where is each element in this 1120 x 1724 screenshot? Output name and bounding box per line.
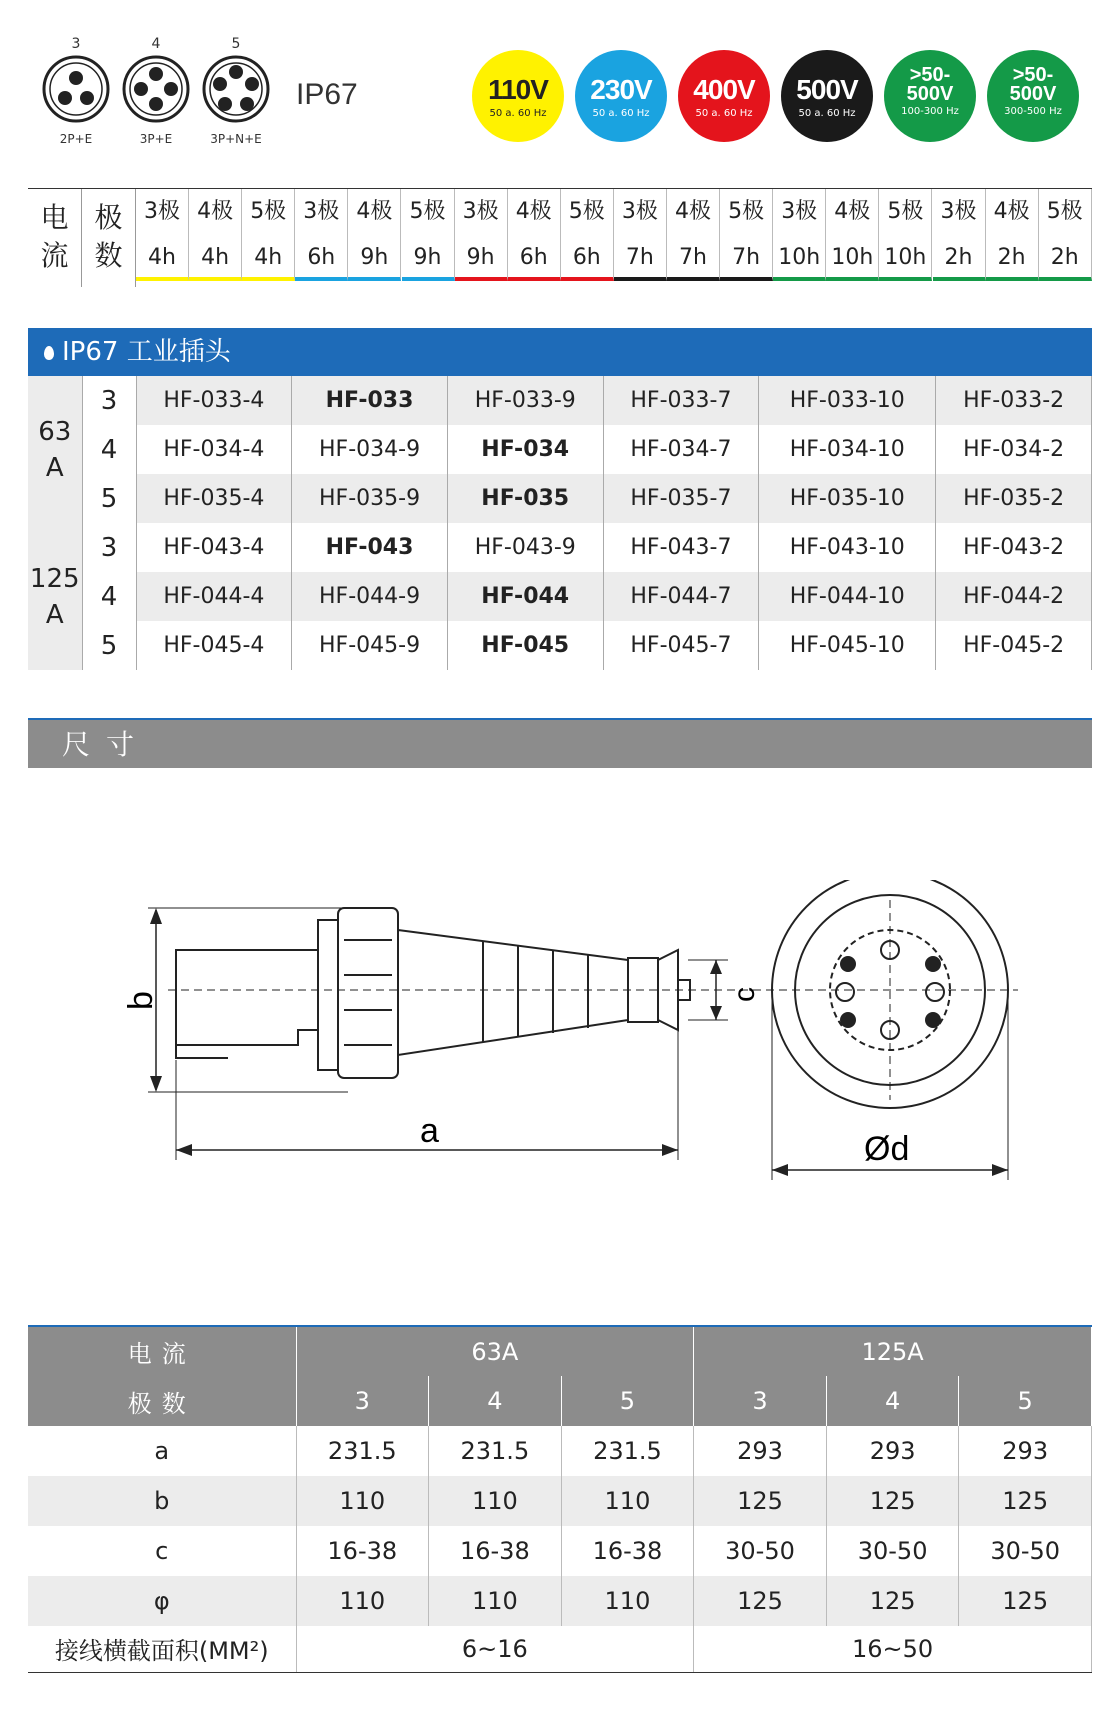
model-cell: HF-043-7 [603,523,759,572]
value-cell: 231.5 [429,1426,562,1476]
model-cell: HF-045-10 [759,621,936,670]
model-cell: HF-035-9 [292,474,448,523]
value-cell: 16-38 [296,1526,429,1576]
plug-body [176,950,318,1045]
hours-cell: 10h [826,235,879,281]
hours-cell: 9h [348,235,401,281]
frequency-value: 50 a. 60 Hz [489,108,547,119]
pole-cell: 4 [82,572,136,621]
model-cell: HF-034-9 [292,425,448,474]
row-label: b [28,1476,296,1526]
value-cell: 30-50 [959,1526,1092,1576]
table-row [28,425,1092,474]
pole-cell: 5 [82,621,136,670]
value-cell: 110 [429,1476,562,1526]
hours-cell: 2h [933,235,986,281]
table-row [28,523,1092,572]
voltage-value: 230V [590,74,652,105]
model-cell: HF-035-4 [136,474,292,523]
current-label: 电流 [28,1326,296,1376]
model-cell: HF-045-7 [603,621,759,670]
pin-count: 5 [231,36,241,52]
voltage-badge [575,50,667,142]
hours-cell: 4h [136,235,189,281]
plug-collar [318,920,338,1070]
value-cell: 231.5 [296,1426,429,1476]
pole-cell: 3极 [136,189,189,235]
section-title-bar [28,328,1092,376]
pole-cell: 5极 [1039,189,1092,235]
model-cell: HF-044-4 [136,572,292,621]
value-cell: 110 [561,1476,694,1526]
plug-ring [338,908,398,1078]
model-cell: HF-033 [292,376,448,425]
model-cell: HF-035 [447,474,603,523]
hours-cell: 6h [295,235,348,281]
value-cell: 293 [826,1426,959,1476]
pole-cell: 3极 [295,189,348,235]
pin-dot [134,82,148,96]
wire-value: 6~16 [296,1626,694,1672]
pin-contact [840,956,856,972]
value-cell: 231.5 [561,1426,694,1476]
hours-cell: 10h [773,235,826,281]
hours-cell: 2h [986,235,1039,281]
frequency-value: 50 a. 60 Hz [592,108,650,119]
pole-header: 3 [694,1376,827,1426]
model-cell: HF-044-9 [292,572,448,621]
pole-cell: 4极 [826,189,879,235]
current-cell: 63 A [28,376,82,523]
table-row [28,376,1092,425]
model-cell: HF-044-7 [603,572,759,621]
pole-cell: 4极 [189,189,242,235]
pin-dot [213,77,227,91]
model-cell: HF-045-9 [292,621,448,670]
frequency-value: 300-500 Hz [1004,106,1062,117]
pole-cell: 3极 [455,189,508,235]
pole-cell: 5极 [242,189,295,235]
model-cell: HF-034 [447,425,603,474]
pin-3-icon [41,54,111,124]
table-row [28,621,1092,670]
model-cell: HF-033-9 [447,376,603,425]
table-row [28,572,1092,621]
hours-table [28,188,1092,286]
pole-cell: 5极 [720,189,773,235]
value-cell: 110 [296,1576,429,1626]
value-cell: 125 [694,1476,827,1526]
hours-cell: 4h [242,235,295,281]
frequency-value: 100-300 Hz [901,106,959,117]
table-row [28,1576,1092,1626]
pin-4-icon [121,54,191,124]
hours-cell: 9h [402,235,455,281]
pin-contact [840,1012,856,1028]
value-cell: 125 [959,1576,1092,1626]
pole-cell: 5 [82,474,136,523]
row-label: a [28,1426,296,1476]
pin-set [36,36,116,146]
voltage-value: >50- 500V [1009,64,1057,105]
pole-cell: 4极 [986,189,1039,235]
pole-cell: 4极 [348,189,401,235]
hours-cell: 7h [614,235,667,281]
poles-label: 极数 [28,1376,296,1426]
model-cell: HF-034-10 [759,425,936,474]
poles-label: 极数 [82,189,136,287]
pole-cell: 5极 [561,189,614,235]
model-cell: HF-045 [447,621,603,670]
model-cell: HF-034-4 [136,425,292,474]
pin-dot [149,67,163,81]
model-cell: HF-045-4 [136,621,292,670]
model-cell: HF-044 [447,572,603,621]
value-cell: 125 [959,1476,1092,1526]
pin-dot [240,97,254,111]
pin-dot [149,97,163,111]
model-cell: HF-035-2 [936,474,1092,523]
voltage-value: >50- 500V [906,64,954,105]
value-cell: 293 [694,1426,827,1476]
model-cell: HF-033-7 [603,376,759,425]
value-cell: 16-38 [561,1526,694,1576]
voltage-value: 500V [796,74,858,105]
hours-cell: 4h [189,235,242,281]
pin-dot [69,71,83,85]
row-label: c [28,1526,296,1576]
pin-count: 4 [151,36,161,52]
dim-label-c: c [728,987,761,1002]
pin-contact [925,956,941,972]
model-cell: HF-034-7 [603,425,759,474]
model-cell: HF-033-10 [759,376,936,425]
voltage-value: 110V [488,74,548,105]
pin-config-label: 3P+N+E [210,132,262,146]
pole-header: 5 [959,1376,1092,1426]
model-cell: HF-043-9 [447,523,603,572]
table-row [28,1426,1092,1476]
model-cell: HF-043-10 [759,523,936,572]
pin-dot [218,97,232,111]
row-label: φ [28,1576,296,1626]
pole-header: 3 [296,1376,429,1426]
pole-cell: 3 [82,376,136,425]
hours-cell: 6h [508,235,561,281]
hours-cell: 9h [455,235,508,281]
table-row [28,1626,1092,1672]
frequency-value: 50 a. 60 Hz [798,108,856,119]
model-cell: HF-033-4 [136,376,292,425]
value-cell: 30-50 [694,1526,827,1576]
model-cell: HF-035-7 [603,474,759,523]
pin-config-label: 3P+E [139,132,173,146]
section-title: IP67 工业插头 [62,337,231,367]
pin-dot [164,82,178,96]
model-cell: HF-043 [292,523,448,572]
pole-cell: 3极 [933,189,986,235]
current-label: 电流 [28,189,82,287]
voltage-value: 400V [693,74,755,105]
dimensions-title: 尺寸 [28,718,1092,768]
value-cell: 125 [694,1576,827,1626]
value-cell: 110 [429,1576,562,1626]
pole-cell: 5极 [402,189,455,235]
pole-cell: 5极 [879,189,932,235]
voltage-badge [678,50,770,142]
frequency-value: 50 a. 60 Hz [695,108,753,119]
pin-dot [229,65,243,79]
pin-set [196,36,276,146]
model-cell: HF-035-10 [759,474,936,523]
value-cell: 110 [561,1576,694,1626]
wire-value: 16~50 [694,1626,1092,1672]
current-header: 125A [694,1326,1092,1376]
dim-label-a: a [420,1112,439,1150]
value-cell: 30-50 [826,1526,959,1576]
table-row [28,1326,1092,1376]
model-cell: HF-044-10 [759,572,936,621]
pole-cell: 4 [82,425,136,474]
pole-header: 4 [826,1376,959,1426]
hours-cell: 7h [720,235,773,281]
table-row [28,1476,1092,1526]
model-cell: HF-043-4 [136,523,292,572]
voltage-badge [781,50,873,142]
dim-label-d: Ød [864,1130,910,1168]
value-cell: 16-38 [429,1526,562,1576]
pole-header: 4 [429,1376,562,1426]
model-cell: HF-044-2 [936,572,1092,621]
pole-cell: 3极 [614,189,667,235]
hours-cell: 10h [879,235,932,281]
wire-label: 接线横截面积(MM²) [28,1626,296,1672]
hours-cell: 7h [667,235,720,281]
value-cell: 293 [959,1426,1092,1476]
pin-dot [58,91,72,105]
pin-dot [245,77,259,91]
pin-contact [925,1012,941,1028]
voltage-badge [987,50,1079,142]
pole-cell: 3 [82,523,136,572]
pin-config-label: 2P+E [59,132,93,146]
value-cell: 125 [826,1476,959,1526]
pin-set [116,36,196,146]
dimensions-table [28,1325,1092,1673]
ip-rating: IP67 [296,78,358,111]
pin-count: 3 [71,36,81,52]
pole-cell: 4极 [508,189,561,235]
current-cell: 125 A [28,523,82,670]
header [0,0,1120,170]
plug-sleeve [398,930,628,1055]
pin-dot [80,91,94,105]
value-cell: 110 [296,1476,429,1526]
drop-icon [44,346,54,360]
voltage-badge [472,50,564,142]
pole-header: 5 [561,1376,694,1426]
model-cell: HF-045-2 [936,621,1092,670]
pole-cell: 3极 [773,189,826,235]
pole-cell: 4极 [667,189,720,235]
hours-cell: 2h [1039,235,1092,281]
model-cell: HF-033-2 [936,376,1092,425]
hours-cell: 6h [561,235,614,281]
table-row [28,474,1092,523]
table-row [28,1526,1092,1576]
table-row [28,1376,1092,1426]
current-header: 63A [296,1326,694,1376]
dimension-drawing [28,880,1092,1220]
models-table [28,376,1092,670]
dim-label-b: b [122,991,160,1010]
value-cell: 125 [826,1576,959,1626]
pin-5-icon [201,54,271,124]
model-cell: HF-034-2 [936,425,1092,474]
model-cell: HF-043-2 [936,523,1092,572]
voltage-badge [884,50,976,142]
